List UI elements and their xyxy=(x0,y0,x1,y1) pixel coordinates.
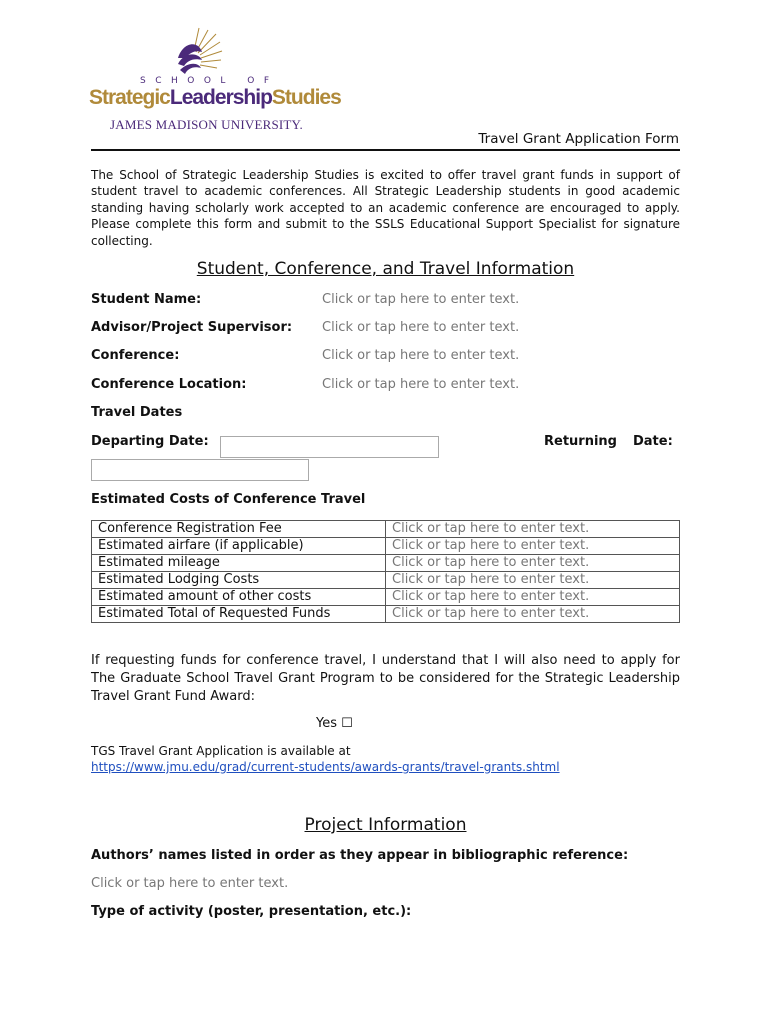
cost-value-field[interactable]: Click or tap here to enter text. xyxy=(386,589,680,606)
authors-label: Authors’ names listed in order as they appear in bibliographic reference: xyxy=(91,848,629,863)
advisor-label: Advisor/Project Supervisor: xyxy=(91,320,293,335)
logo-emblem-icon xyxy=(178,28,222,74)
travel-dates-label: Travel Dates xyxy=(91,405,183,420)
cost-item: Estimated amount of other costs xyxy=(92,589,386,606)
cost-value-field[interactable]: Click or tap here to enter text. xyxy=(386,606,680,623)
yes-checkbox-row[interactable] xyxy=(316,716,353,731)
table-row xyxy=(92,572,680,589)
table-row xyxy=(92,555,680,572)
cost-item: Estimated Total of Requested Funds xyxy=(92,606,386,623)
cost-item: Estimated airfare (if applicable) xyxy=(92,538,386,555)
table-row xyxy=(92,538,680,555)
conference-location-label: Conference Location: xyxy=(91,377,247,392)
cost-value-field[interactable]: Click or tap here to enter text. xyxy=(386,555,680,572)
intro-paragraph: The School of Strategic Leadership Studies is excited to offer travel grant funds in support of student travel to academic conferences. All Strategic Leadership students in good academic standing having scholarly work accepted to an academic conference are encouraged to apply. Please complete this form and submit to the SSLS Educational Support Specialist for signature collecting. xyxy=(91,168,680,248)
costs-heading: Estimated Costs of Conference Travel xyxy=(91,492,366,507)
conference-label: Conference: xyxy=(91,348,180,363)
advisor-field[interactable]: Click or tap here to enter text. xyxy=(322,320,520,335)
title-divider xyxy=(91,149,680,151)
cost-item: Estimated Lodging Costs xyxy=(92,572,386,589)
cost-item: Estimated mileage xyxy=(92,555,386,572)
tgs-statement: If requesting funds for conference travel, I understand that I will also need to apply for The Graduate School Travel Grant Program to be considered for the Strategic Leadership Travel Grant Fund Award: xyxy=(91,653,680,704)
logo-school-of: SCHOOL OF xyxy=(140,76,279,86)
departing-date-input[interactable] xyxy=(220,436,439,458)
checkbox-icon[interactable]: ☐ xyxy=(341,716,353,731)
section-heading-project-info: Project Information xyxy=(304,815,467,835)
section-heading-student-info: Student, Conference, and Travel Information xyxy=(196,259,575,279)
student-name-field[interactable]: Click or tap here to enter text. xyxy=(322,292,520,307)
form-title: Travel Grant Application Form xyxy=(478,131,679,147)
returning-date-label: Returning Date: xyxy=(544,434,673,449)
yes-label: Yes xyxy=(316,716,337,731)
tgs-link[interactable]: https://www.jmu.edu/grad/current-students/awards-grants/travel-grants.shtml xyxy=(91,760,560,774)
departing-date-label: Departing Date: xyxy=(91,434,209,449)
returning-date-input[interactable] xyxy=(91,459,309,481)
activity-type-label: Type of activity (poster, presentation, etc.): xyxy=(91,904,412,919)
tgs-availability-text: TGS Travel Grant Application is available at xyxy=(91,744,351,758)
logo-university: JAMES MADISON UNIVERSITY. xyxy=(110,117,303,132)
costs-table xyxy=(91,520,680,623)
conference-field[interactable]: Click or tap here to enter text. xyxy=(322,348,520,363)
logo-wordmark: StrategicLeadershipStudies xyxy=(89,86,341,109)
table-row xyxy=(92,521,680,538)
table-row xyxy=(92,589,680,606)
cost-value-field[interactable]: Click or tap here to enter text. xyxy=(386,538,680,555)
conference-location-field[interactable]: Click or tap here to enter text. xyxy=(322,377,520,392)
cost-value-field[interactable]: Click or tap here to enter text. xyxy=(386,572,680,589)
student-name-label: Student Name: xyxy=(91,292,202,307)
table-row xyxy=(92,606,680,623)
cost-value-field[interactable]: Click or tap here to enter text. xyxy=(386,521,680,538)
cost-item: Conference Registration Fee xyxy=(92,521,386,538)
authors-field[interactable]: Click or tap here to enter text. xyxy=(91,876,289,891)
